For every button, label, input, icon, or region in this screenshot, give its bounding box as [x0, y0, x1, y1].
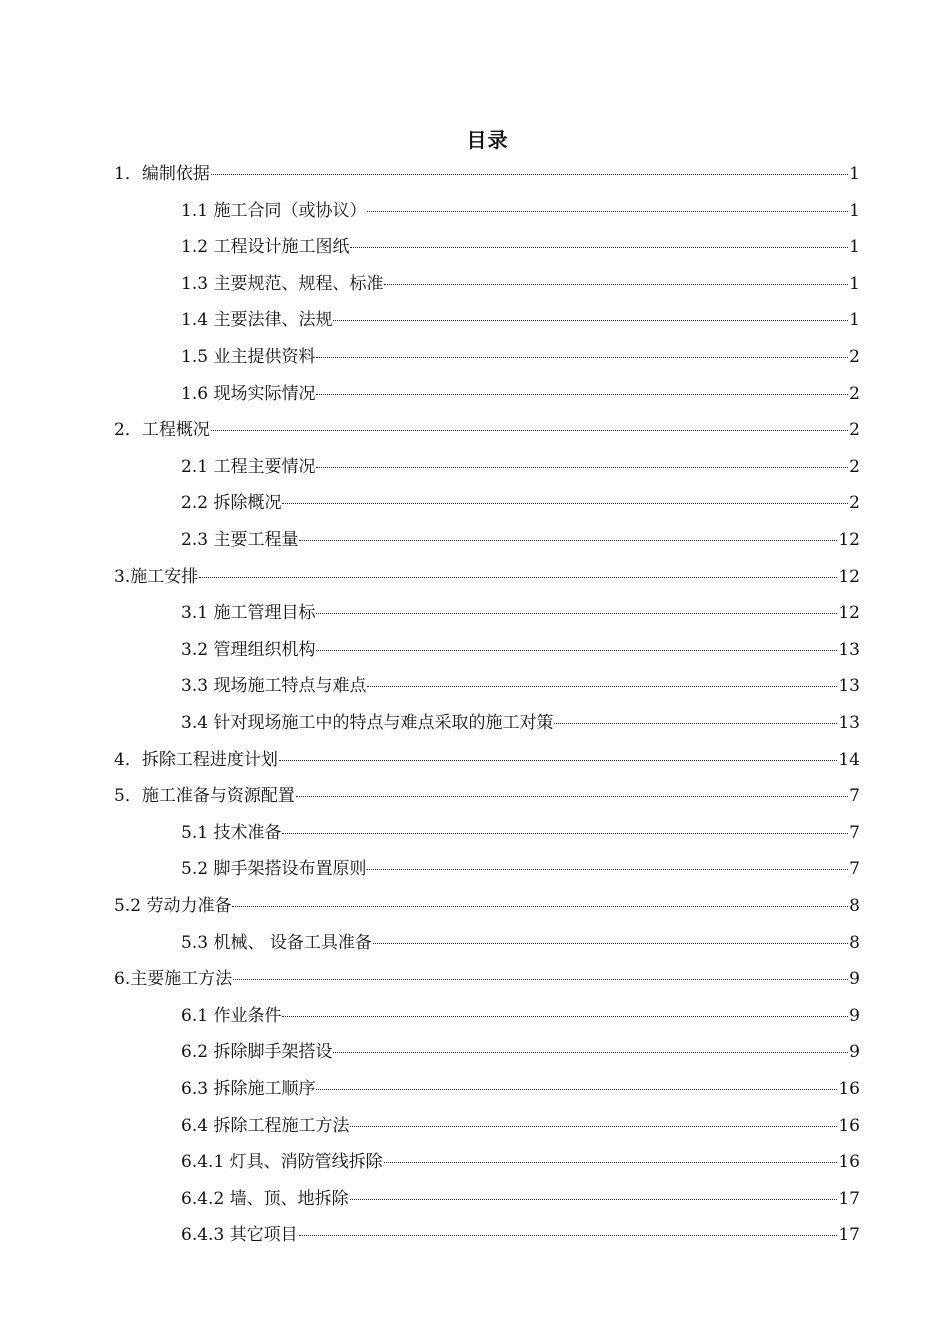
toc-entry-text: 1.4 主要法律、法规: [181, 310, 333, 330]
toc-dot-leader: [282, 1016, 848, 1017]
toc-entry-text: 5.1 技术准备: [181, 823, 282, 843]
toc-entry[interactable]: [181, 199, 860, 223]
toc-entry-text: 6.4.1 灯具、消防管线拆除: [181, 1152, 383, 1172]
toc-page-number: 2: [849, 347, 860, 367]
toc-entry[interactable]: [114, 967, 860, 991]
toc-entry-text: 2.2 拆除概况: [181, 493, 282, 513]
toc-dot-leader: [350, 247, 848, 248]
toc-entry-text: 6.2 拆除脚手架搭设: [181, 1042, 333, 1062]
toc-dot-leader: [232, 906, 848, 907]
toc-entry[interactable]: [114, 784, 860, 808]
toc-entry-text: 4．拆除工程进度计划: [114, 750, 278, 770]
toc-page-number: 8: [849, 896, 860, 916]
toc-page-number: 17: [838, 1189, 860, 1209]
toc-dot-leader: [367, 211, 848, 212]
toc-entry-text: 1.3 主要规范、规程、标准: [181, 274, 384, 294]
toc-entry[interactable]: [181, 1187, 860, 1211]
toc-entry[interactable]: [181, 308, 860, 332]
toc-entry[interactable]: [181, 1077, 860, 1101]
toc-entry[interactable]: [181, 455, 860, 479]
toc-dot-leader: [282, 833, 848, 834]
toc-page-number: 1: [849, 164, 860, 184]
toc-page-number: 16: [838, 1079, 860, 1099]
toc-page-number: 17: [838, 1225, 860, 1245]
toc-entry-text: 6.主要施工方法: [114, 969, 233, 989]
toc-entry[interactable]: [181, 528, 860, 552]
toc-dot-leader: [282, 503, 848, 504]
toc-dot-leader: [299, 1235, 838, 1236]
toc-dot-leader: [316, 613, 837, 614]
toc-entry[interactable]: [181, 345, 860, 369]
toc-entry[interactable]: [181, 1040, 860, 1064]
toc-dot-leader: [316, 394, 848, 395]
toc-entry-text: 1.2 工程设计施工图纸: [181, 237, 350, 257]
toc-dot-leader: [211, 430, 848, 431]
toc-entry-text: 6.4.2 墙、顶、地拆除: [181, 1189, 349, 1209]
toc-dot-leader: [350, 1199, 838, 1200]
toc-entry[interactable]: [181, 638, 860, 662]
toc-entry-text: 6.1 作业条件: [181, 1006, 282, 1026]
toc-entry-text: 3.施工安排: [114, 567, 199, 587]
toc-page-number: 14: [838, 750, 860, 770]
toc-entry[interactable]: [114, 894, 860, 918]
toc-page-number: 7: [849, 859, 860, 879]
toc-entry-text: 3.3 现场施工特点与难点: [181, 676, 367, 696]
toc-entry-text: 3.2 管理组织机构: [181, 640, 316, 660]
toc-entry-text: 5.2 脚手架搭设布置原则: [181, 859, 367, 879]
toc-entry-text: 5．施工准备与资源配置: [114, 786, 295, 806]
toc-dot-leader: [316, 357, 848, 358]
toc-entry-text: 2．工程概况: [114, 420, 210, 440]
toc-dot-leader: [367, 869, 848, 870]
toc-title: 目录: [466, 128, 509, 152]
toc-entry[interactable]: [181, 1114, 860, 1138]
toc-page-number: 16: [838, 1152, 860, 1172]
toc-entry-text: 5.2 劳动力准备: [114, 896, 232, 916]
toc-entry-text: 1.6 现场实际情况: [181, 384, 316, 404]
toc-dot-leader: [384, 284, 848, 285]
toc-entry[interactable]: [114, 418, 860, 442]
toc-dot-leader: [211, 174, 848, 175]
toc-page-number: 9: [849, 1006, 860, 1026]
toc-page-number: 12: [838, 530, 860, 550]
toc-dot-leader: [554, 723, 837, 724]
toc-entry[interactable]: [181, 491, 860, 515]
toc-page-number: 1: [849, 274, 860, 294]
toc-dot-leader: [199, 577, 837, 578]
toc-entry[interactable]: [181, 601, 860, 625]
toc-entry[interactable]: [181, 931, 860, 955]
toc-entry-text: 2.1 工程主要情况: [181, 457, 316, 477]
toc-page-number: 7: [849, 786, 860, 806]
toc-entry[interactable]: [114, 565, 860, 589]
toc-entry-text: 1.5 业主提供资料: [181, 347, 316, 367]
toc-entry[interactable]: [181, 821, 860, 845]
toc-dot-leader: [333, 1052, 848, 1053]
toc-entry[interactable]: [181, 711, 860, 735]
toc-entry-text: 2.3 主要工程量: [181, 530, 299, 550]
toc-page-number: 13: [838, 640, 860, 660]
toc-dot-leader: [316, 467, 848, 468]
toc-entry[interactable]: [181, 1223, 860, 1247]
toc-page-number: 12: [838, 567, 860, 587]
toc-page-number: 7: [849, 823, 860, 843]
toc-entry[interactable]: [114, 748, 860, 772]
toc-entry-text: 3.4 针对现场施工中的特点与难点采取的施工对策: [181, 713, 554, 733]
toc-page-number: 13: [838, 713, 860, 733]
toc-dot-leader: [316, 650, 837, 651]
toc-dot-leader: [299, 540, 837, 541]
toc-page-number: 2: [849, 384, 860, 404]
toc-entry-text: 5.3 机械、 设备工具准备: [181, 933, 372, 953]
toc-entry[interactable]: [181, 674, 860, 698]
toc-page-number: 2: [849, 420, 860, 440]
toc-entry[interactable]: [114, 162, 860, 186]
toc-page-number: 1: [849, 201, 860, 221]
toc-dot-leader: [373, 943, 848, 944]
toc-entry[interactable]: [181, 235, 860, 259]
toc-entry-text: 3.1 施工管理目标: [181, 603, 316, 623]
toc-page-number: 2: [849, 457, 860, 477]
toc-page-number: 1: [849, 237, 860, 257]
toc-dot-leader: [296, 796, 848, 797]
toc-dot-leader: [316, 1089, 837, 1090]
toc-dot-leader: [233, 979, 848, 980]
toc-page-number: 9: [849, 1042, 860, 1062]
toc-entry[interactable]: [181, 382, 860, 406]
toc-entry-text: 6.3 拆除施工顺序: [181, 1079, 316, 1099]
toc-dot-leader: [350, 1126, 837, 1127]
toc-page-number: 13: [838, 676, 860, 696]
toc-entry-text: 1．编制依据: [114, 164, 210, 184]
toc-entry[interactable]: [181, 272, 860, 296]
toc-page-number: 16: [838, 1116, 860, 1136]
toc-entry[interactable]: [181, 1004, 860, 1028]
toc-page-number: 8: [849, 933, 860, 953]
toc-dot-leader: [279, 760, 838, 761]
toc-entry-text: 6.4.3 其它项目: [181, 1225, 298, 1245]
toc-page-number: 1: [849, 310, 860, 330]
toc-dot-leader: [333, 320, 848, 321]
toc-page-number: 12: [838, 603, 860, 623]
toc-page-number: 2: [849, 493, 860, 513]
toc-entry[interactable]: [181, 1150, 860, 1174]
toc-dot-leader: [367, 686, 837, 687]
toc-dot-leader: [384, 1162, 838, 1163]
toc-entry-text: 6.4 拆除工程施工方法: [181, 1116, 350, 1136]
toc-page-number: 9: [849, 969, 860, 989]
toc-entry-text: 1.1 施工合同（或协议）: [181, 201, 367, 221]
toc-entry[interactable]: [181, 857, 860, 881]
